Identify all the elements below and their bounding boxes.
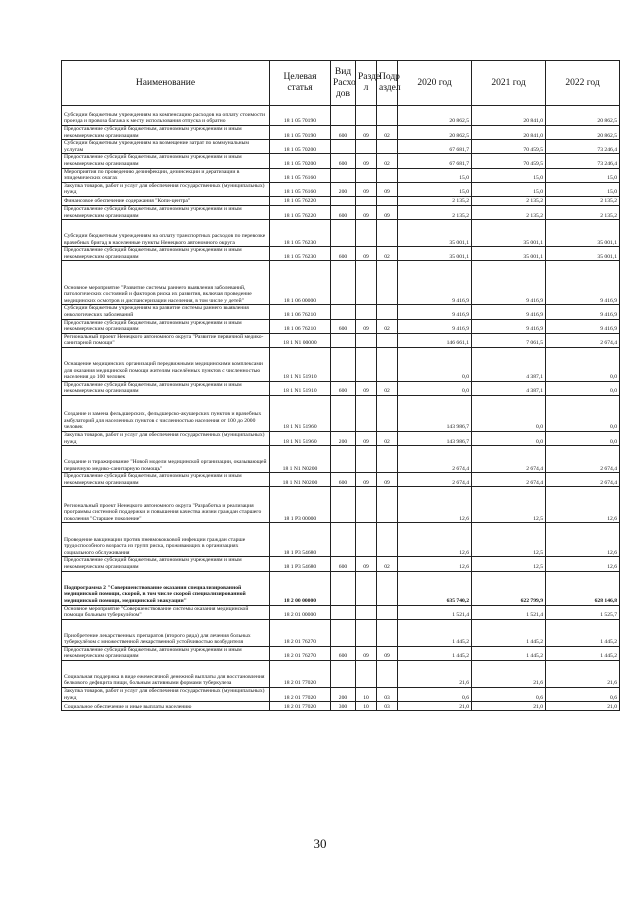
cell-y2021: 9 416,9 <box>472 261 546 305</box>
cell-vr <box>331 446 356 473</box>
cell-name: Закупка товаров, работ и услуг для обеспечения государственных (муниципальных) нужд <box>62 182 270 196</box>
cell-y2022: 2 674,4 <box>546 333 620 347</box>
cell-y2021: 70 459,5 <box>472 140 546 154</box>
cell-y2022: 2 674,4 <box>546 446 620 473</box>
table-row <box>62 661 620 688</box>
cell-code: 18 1 P3 00000 <box>270 487 331 523</box>
cell-y2022: 2 135,2 <box>546 196 620 205</box>
cell-rz: 09 <box>356 557 377 571</box>
table-row <box>62 432 620 446</box>
cell-y2021: 12,5 <box>472 557 546 571</box>
cell-y2021: 0,0 <box>472 396 546 432</box>
cell-y2020: 20 862,5 <box>398 106 472 126</box>
cell-y2021: 7 061,5 <box>472 333 546 347</box>
cell-y2022: 12,6 <box>546 557 620 571</box>
cell-y2021: 1 445,2 <box>472 619 546 646</box>
cell-y2020: 35 001,1 <box>398 220 472 247</box>
cell-y2022: 20 862,5 <box>546 106 620 126</box>
cell-y2022: 1 525,7 <box>546 605 620 619</box>
cell-y2021: 12,5 <box>472 523 546 557</box>
cell-code: 18 2 01 77020 <box>270 688 331 702</box>
cell-rz: 09 <box>356 247 377 261</box>
header-2021: 2021 год <box>472 61 546 106</box>
cell-y2020: 21,6 <box>398 661 472 688</box>
cell-pr: 09 <box>377 182 398 196</box>
cell-name: Субсидии бюджетным учреждениям на развитие системы раннего выявления онкологических заболеваний <box>62 305 270 319</box>
cell-code: 18 1 06 00000 <box>270 261 331 305</box>
cell-vr: 200 <box>331 688 356 702</box>
cell-vr <box>331 220 356 247</box>
cell-name: Предоставление субсидий бюджетным, автономным учреждениям и иным некоммерческим организациям <box>62 381 270 395</box>
cell-pr: 02 <box>377 557 398 571</box>
cell-code: 18 1 N1 N0200 <box>270 446 331 473</box>
cell-name: Основное мероприятие "Совершенствование системы оказания медицинской помощи больным туберкулёзом" <box>62 605 270 619</box>
table-row <box>62 247 620 261</box>
cell-y2021: 20 841,0 <box>472 106 546 126</box>
header-name: Наименование <box>62 61 270 106</box>
cell-rz: 10 <box>356 688 377 702</box>
cell-rz: 09 <box>356 432 377 446</box>
cell-rz <box>356 619 377 646</box>
cell-y2021: 15,0 <box>472 182 546 196</box>
cell-y2020: 20 862,5 <box>398 126 472 140</box>
cell-name: Субсидии бюджетным учреждениям на компенсацию расходов на оплату стоимости проезда и провоза багажа к месту использования отпуска и обратно <box>62 106 270 126</box>
cell-rz <box>356 333 377 347</box>
cell-vr <box>331 261 356 305</box>
cell-pr: 03 <box>377 688 398 702</box>
cell-y2020: 0,6 <box>398 688 472 702</box>
cell-pr <box>377 619 398 646</box>
cell-code: 18 1 N1 51910 <box>270 347 331 381</box>
cell-y2020: 143 986,7 <box>398 396 472 432</box>
cell-pr <box>377 523 398 557</box>
table-row <box>62 381 620 395</box>
cell-vr <box>331 605 356 619</box>
cell-y2020: 67 681,7 <box>398 154 472 168</box>
cell-y2020: 12,6 <box>398 557 472 571</box>
table-row <box>62 106 620 126</box>
cell-y2020: 9 416,9 <box>398 261 472 305</box>
cell-y2020: 15,0 <box>398 182 472 196</box>
cell-y2020: 635 740,2 <box>398 571 472 605</box>
cell-y2020: 143 986,7 <box>398 432 472 446</box>
cell-vr: 600 <box>331 381 356 395</box>
cell-y2020: 21,0 <box>398 702 472 711</box>
table-row <box>62 140 620 154</box>
table-header-row <box>62 61 620 106</box>
cell-pr <box>377 220 398 247</box>
cell-y2021: 70 459,5 <box>472 154 546 168</box>
table-row <box>62 220 620 247</box>
cell-code: 18 1 N1 51960 <box>270 396 331 432</box>
header-2022: 2022 год <box>546 61 620 106</box>
cell-y2020: 15,0 <box>398 168 472 182</box>
header-2020: 2020 год <box>398 61 472 106</box>
table-row <box>62 487 620 523</box>
cell-code: 18 1 N1 00000 <box>270 333 331 347</box>
table-row <box>62 702 620 711</box>
cell-rz: 09 <box>356 154 377 168</box>
cell-pr: 09 <box>377 646 398 660</box>
cell-y2022: 9 416,9 <box>546 319 620 333</box>
cell-y2021: 35 001,1 <box>472 220 546 247</box>
table-row <box>62 347 620 381</box>
cell-vr: 600 <box>331 557 356 571</box>
cell-y2020: 9 416,9 <box>398 319 472 333</box>
cell-name: Приобретение лекарственных препаратов (второго ряда) для лечения больных туберкулёзом с множественной лекарственной устойчивостью возбудителя <box>62 619 270 646</box>
cell-y2022: 0,0 <box>546 347 620 381</box>
cell-name: Предоставление субсидий бюджетным, автономным учреждениям и иным некоммерческим организациям <box>62 473 270 487</box>
cell-name: Основное мероприятие "Развитие системы раннего выявления заболеваний, патологических состояний и факторов риска их развития, включая проведение медицинских осмотров и диспансеризации населения, в том числе у детей" <box>62 261 270 305</box>
cell-rz <box>356 106 377 126</box>
cell-name: Мероприятия по проведению дезинфекции, дезинсекции и дератизации в эпидемических очагах <box>62 168 270 182</box>
table-row <box>62 126 620 140</box>
table-row <box>62 305 620 319</box>
cell-rz: 09 <box>356 205 377 219</box>
table-row <box>62 196 620 205</box>
cell-pr: 02 <box>377 154 398 168</box>
cell-name: Предоставление субсидий бюджетным, автономным учреждениям и иным некоммерческим организациям <box>62 205 270 219</box>
cell-y2022: 15,0 <box>546 168 620 182</box>
cell-y2022: 20 862,5 <box>546 126 620 140</box>
cell-y2020: 1 521,4 <box>398 605 472 619</box>
cell-y2022: 9 416,9 <box>546 305 620 319</box>
cell-y2022: 1 445,2 <box>546 646 620 660</box>
cell-code: 18 1 05 70190 <box>270 106 331 126</box>
cell-name: Создание и замена фельдшерских, фельдшерско-акушерских пунктов и врачебных амбулаторий для населенных пунктов с численностью населения от 100 до 2000 человек <box>62 396 270 432</box>
cell-pr: 02 <box>377 126 398 140</box>
cell-name: Предоставление субсидий бюджетным, автономным учреждениям и иным некоммерческим организациям <box>62 126 270 140</box>
cell-y2020: 12,6 <box>398 523 472 557</box>
cell-y2021: 9 416,9 <box>472 319 546 333</box>
cell-name: Региональный проект Ненецкого автономного округа "Разработка и реализация программы системной поддержки и повышения качества жизни граждан старшего поколения "Старшее поколение" <box>62 487 270 523</box>
cell-y2020: 2 135,2 <box>398 205 472 219</box>
cell-code: 18 1 P3 54680 <box>270 523 331 557</box>
cell-vr <box>331 196 356 205</box>
cell-y2022: 0,6 <box>546 688 620 702</box>
table-row <box>62 619 620 646</box>
cell-y2020: 9 416,9 <box>398 305 472 319</box>
cell-rz <box>356 571 377 605</box>
cell-pr <box>377 261 398 305</box>
cell-y2021: 35 001,1 <box>472 247 546 261</box>
cell-vr <box>331 347 356 381</box>
cell-rz: 09 <box>356 126 377 140</box>
cell-y2021: 4 387,1 <box>472 381 546 395</box>
cell-y2020: 35 001,1 <box>398 247 472 261</box>
cell-rz <box>356 523 377 557</box>
cell-name: Закупка товаров, работ и услуг для обеспечения государственных (муниципальных) нужд <box>62 688 270 702</box>
header-pr: Подр аздел <box>377 61 398 106</box>
cell-rz <box>356 261 377 305</box>
cell-y2020: 2 674,4 <box>398 446 472 473</box>
table-row <box>62 688 620 702</box>
table-row <box>62 333 620 347</box>
cell-code: 18 1 05 76220 <box>270 205 331 219</box>
cell-pr: 09 <box>377 473 398 487</box>
cell-vr <box>331 106 356 126</box>
cell-rz <box>356 487 377 523</box>
cell-y2022: 21,0 <box>546 702 620 711</box>
cell-y2020: 0,0 <box>398 381 472 395</box>
cell-rz: 09 <box>356 182 377 196</box>
cell-code: 18 1 05 70200 <box>270 154 331 168</box>
cell-y2022: 12,6 <box>546 523 620 557</box>
cell-code: 18 1 05 76160 <box>270 182 331 196</box>
cell-code: 18 2 01 76270 <box>270 619 331 646</box>
cell-pr <box>377 446 398 473</box>
cell-y2022: 15,0 <box>546 182 620 196</box>
cell-vr: 600 <box>331 473 356 487</box>
cell-name: Региональный проект Ненецкого автономного округа "Развитие первичной медико-санитарной помощи" <box>62 333 270 347</box>
cell-vr <box>331 396 356 432</box>
cell-y2022: 21,6 <box>546 661 620 688</box>
cell-y2021: 1 445,2 <box>472 646 546 660</box>
cell-y2021: 4 387,1 <box>472 347 546 381</box>
cell-code: 18 2 00 00000 <box>270 571 331 605</box>
cell-y2022: 73 246,4 <box>546 154 620 168</box>
cell-code: 18 1 05 76230 <box>270 220 331 247</box>
cell-y2021: 12,5 <box>472 487 546 523</box>
cell-y2022: 2 135,2 <box>546 205 620 219</box>
cell-code: 18 2 01 76270 <box>270 646 331 660</box>
table-row <box>62 182 620 196</box>
cell-pr <box>377 196 398 205</box>
table-body <box>62 106 620 711</box>
cell-vr <box>331 571 356 605</box>
header-code: Целевая статья <box>270 61 331 106</box>
cell-code: 18 1 N1 N0200 <box>270 473 331 487</box>
cell-rz <box>356 305 377 319</box>
cell-y2020: 12,6 <box>398 487 472 523</box>
cell-rz: 09 <box>356 473 377 487</box>
cell-vr <box>331 168 356 182</box>
header-rz: Разде л <box>356 61 377 106</box>
cell-name: Предоставление субсидий бюджетным, автономным учреждениям и иным некоммерческим организациям <box>62 247 270 261</box>
cell-vr: 600 <box>331 319 356 333</box>
cell-vr: 200 <box>331 182 356 196</box>
cell-y2021: 2 135,2 <box>472 196 546 205</box>
cell-code: 18 1 P3 54680 <box>270 557 331 571</box>
cell-y2022: 0,0 <box>546 396 620 432</box>
cell-pr <box>377 140 398 154</box>
cell-rz <box>356 446 377 473</box>
cell-vr: 600 <box>331 646 356 660</box>
cell-y2022: 0,0 <box>546 381 620 395</box>
cell-code: 18 1 05 70190 <box>270 126 331 140</box>
cell-y2020: 2 674,4 <box>398 473 472 487</box>
cell-vr: 600 <box>331 205 356 219</box>
cell-vr <box>331 140 356 154</box>
cell-y2021: 15,0 <box>472 168 546 182</box>
cell-code: 18 2 01 77020 <box>270 702 331 711</box>
cell-name: Предоставление субсидий бюджетным, автономным учреждениям и иным некоммерческим организациям <box>62 557 270 571</box>
cell-y2021: 2 135,2 <box>472 205 546 219</box>
cell-vr: 300 <box>331 702 356 711</box>
page-number: 30 <box>313 836 327 851</box>
cell-rz: 09 <box>356 646 377 660</box>
cell-pr <box>377 347 398 381</box>
cell-name: Финансовое обеспечение содержания "Копи-центра" <box>62 196 270 205</box>
table-row <box>62 319 620 333</box>
budget-table <box>61 60 620 711</box>
cell-name: Социальное обеспечение и иные выплаты населению <box>62 702 270 711</box>
cell-y2022: 2 674,4 <box>546 473 620 487</box>
table-row <box>62 168 620 182</box>
cell-rz <box>356 168 377 182</box>
cell-y2020: 146 661,1 <box>398 333 472 347</box>
cell-pr: 02 <box>377 247 398 261</box>
cell-code: 18 1 06 76210 <box>270 305 331 319</box>
cell-name: Подпрограмма 2 "Совершенствование оказания специализированной медицинской помощи, скорой, в том числе скорой специализированной медицинской помощи, медицинской эвакуации" <box>62 571 270 605</box>
cell-rz <box>356 661 377 688</box>
cell-y2022: 628 146,8 <box>546 571 620 605</box>
table-row <box>62 571 620 605</box>
cell-rz <box>356 396 377 432</box>
cell-pr: 02 <box>377 432 398 446</box>
cell-y2020: 0,0 <box>398 347 472 381</box>
cell-y2022: 1 445,2 <box>546 619 620 646</box>
cell-y2021: 2 674,4 <box>472 446 546 473</box>
cell-y2021: 9 416,9 <box>472 305 546 319</box>
cell-name: Социальная поддержка в виде ежемесячной денежной выплаты для восстановления белкового дефицита пищи, больным активными формами туберкулеза <box>62 661 270 688</box>
table-row <box>62 557 620 571</box>
cell-rz <box>356 347 377 381</box>
cell-name: Субсидии бюджетным учреждениям на возмещение затрат по коммунальным услугам <box>62 140 270 154</box>
cell-vr <box>331 661 356 688</box>
cell-name: Субсидии бюджетным учреждениям на оплату транспортных расходов по перевозке врачебных бригад в населенные пункты Ненецкого автономного округа <box>62 220 270 247</box>
cell-y2020: 2 135,2 <box>398 196 472 205</box>
cell-vr: 600 <box>331 126 356 140</box>
cell-y2020: 1 445,2 <box>398 646 472 660</box>
cell-code: 18 2 01 77020 <box>270 661 331 688</box>
cell-pr <box>377 305 398 319</box>
cell-y2020: 67 681,7 <box>398 140 472 154</box>
table-row <box>62 646 620 660</box>
cell-pr <box>377 571 398 605</box>
cell-pr <box>377 487 398 523</box>
cell-pr <box>377 605 398 619</box>
cell-y2022: 0,0 <box>546 432 620 446</box>
header-vr: Вид Расхо дов <box>331 61 356 106</box>
table-row <box>62 523 620 557</box>
cell-pr <box>377 396 398 432</box>
cell-vr <box>331 487 356 523</box>
table-row <box>62 473 620 487</box>
cell-name: Проведение вакцинации против пневмококковой инфекции граждан старше трудоспособного возраста из групп риска, проживающих в организациях социального обслуживания <box>62 523 270 557</box>
cell-vr: 600 <box>331 247 356 261</box>
cell-pr: 02 <box>377 381 398 395</box>
cell-y2022: 35 001,1 <box>546 220 620 247</box>
cell-y2021: 1 521,4 <box>472 605 546 619</box>
cell-pr <box>377 333 398 347</box>
cell-vr <box>331 333 356 347</box>
cell-y2021: 2 674,4 <box>472 473 546 487</box>
cell-y2021: 0,0 <box>472 432 546 446</box>
cell-y2022: 35 001,1 <box>546 247 620 261</box>
cell-rz <box>356 220 377 247</box>
cell-code: 18 2 01 00000 <box>270 605 331 619</box>
cell-vr <box>331 523 356 557</box>
cell-pr <box>377 106 398 126</box>
cell-code: 18 1 05 76220 <box>270 196 331 205</box>
cell-vr: 200 <box>331 432 356 446</box>
cell-name: Создание и тиражирование "Новой модели медицинской организации, оказывающей первичную медико-санитарную помощь" <box>62 446 270 473</box>
cell-y2021: 20 841,0 <box>472 126 546 140</box>
cell-rz: 10 <box>356 702 377 711</box>
table-row <box>62 205 620 219</box>
cell-y2021: 21,6 <box>472 661 546 688</box>
cell-pr: 09 <box>377 205 398 219</box>
table-row <box>62 605 620 619</box>
cell-y2020: 1 445,2 <box>398 619 472 646</box>
cell-y2022: 12,6 <box>546 487 620 523</box>
cell-y2021: 21,0 <box>472 702 546 711</box>
cell-rz: 09 <box>356 319 377 333</box>
cell-y2022: 73 246,4 <box>546 140 620 154</box>
cell-name: Предоставление субсидий бюджетным, автономным учреждениям и иным некоммерческим организациям <box>62 646 270 660</box>
cell-pr <box>377 168 398 182</box>
table-row <box>62 154 620 168</box>
cell-y2021: 622 799,9 <box>472 571 546 605</box>
cell-rz <box>356 196 377 205</box>
cell-code: 18 1 N1 51960 <box>270 432 331 446</box>
cell-code: 18 1 05 76230 <box>270 247 331 261</box>
cell-name: Предоставление субсидий бюджетным, автономным учреждениям и иным некоммерческим организациям <box>62 154 270 168</box>
cell-pr: 02 <box>377 319 398 333</box>
cell-code: 18 1 05 76160 <box>270 168 331 182</box>
cell-code: 18 1 06 76210 <box>270 319 331 333</box>
cell-pr: 03 <box>377 702 398 711</box>
table-row <box>62 396 620 432</box>
cell-vr <box>331 305 356 319</box>
cell-name: Оснащение медицинских организаций передвижными медицинскими комплексами для оказания медицинской помощи жителям населённых пунктов с численностью населения до 100 человек <box>62 347 270 381</box>
cell-vr <box>331 619 356 646</box>
cell-y2022: 9 416,9 <box>546 261 620 305</box>
cell-code: 18 1 N1 51910 <box>270 381 331 395</box>
table-row <box>62 446 620 473</box>
cell-vr: 600 <box>331 154 356 168</box>
cell-rz <box>356 605 377 619</box>
cell-pr <box>377 661 398 688</box>
cell-code: 18 1 05 70200 <box>270 140 331 154</box>
cell-name: Закупка товаров, работ и услуг для обеспечения государственных (муниципальных) нужд <box>62 432 270 446</box>
cell-name: Предоставление субсидий бюджетным, автономным учреждениям и иным некоммерческим организациям <box>62 319 270 333</box>
table-row <box>62 261 620 305</box>
cell-y2021: 0,6 <box>472 688 546 702</box>
cell-rz: 09 <box>356 381 377 395</box>
cell-rz <box>356 140 377 154</box>
